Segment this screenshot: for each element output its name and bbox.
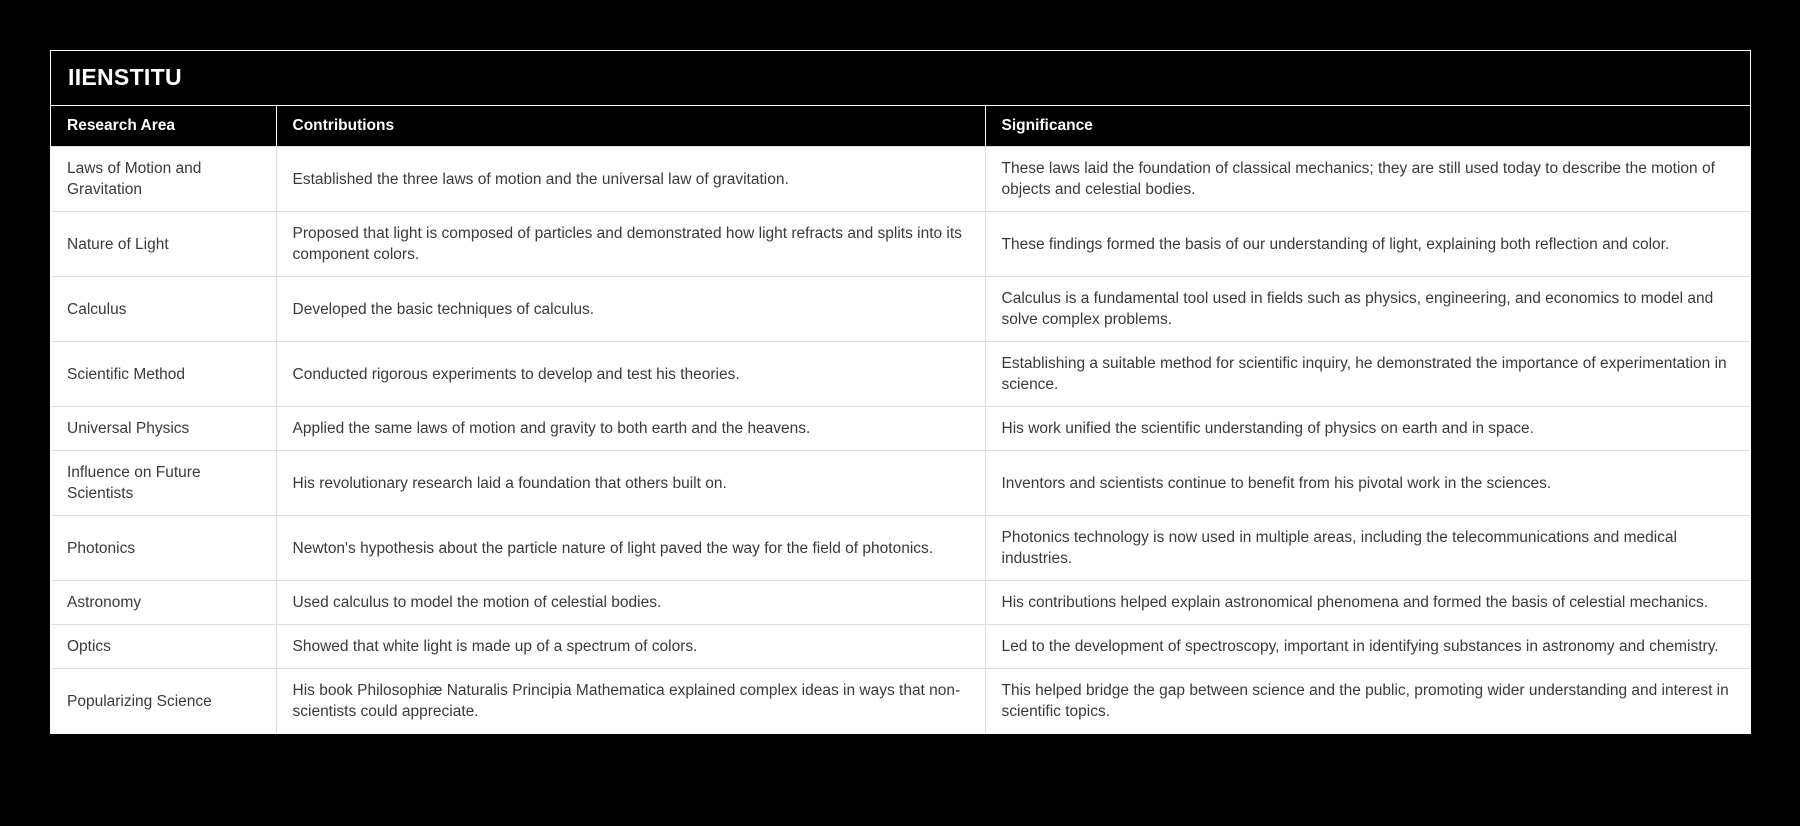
contributions-cell: Conducted rigorous experiments to develop and test his theories. [276, 342, 985, 407]
research-area-cell: Scientific Method [51, 342, 276, 407]
significance-cell: His contributions helped explain astronomical phenomena and formed the basis of celestial mechanics. [985, 581, 1750, 625]
contributions-cell: Proposed that light is composed of particles and demonstrated how light refracts and splits into its component colors. [276, 212, 985, 277]
table-header [51, 106, 1750, 147]
column-header-significance: Significance [985, 106, 1750, 147]
table-body [51, 147, 1750, 734]
table-row [51, 451, 1750, 516]
significance-cell: His work unified the scientific understanding of physics on earth and in space. [985, 407, 1750, 451]
significance-cell: Led to the development of spectroscopy, important in identifying substances in astronomy and chemistry. [985, 625, 1750, 669]
table-row [51, 212, 1750, 277]
contributions-cell: Showed that white light is made up of a spectrum of colors. [276, 625, 985, 669]
table-row [51, 147, 1750, 212]
table-row [51, 407, 1750, 451]
research-area-cell: Photonics [51, 516, 276, 581]
column-header-contributions: Contributions [276, 106, 985, 147]
contributions-cell: Applied the same laws of motion and gravity to both earth and the heavens. [276, 407, 985, 451]
significance-cell: These laws laid the foundation of classical mechanics; they are still used today to describe the motion of objects and celestial bodies. [985, 147, 1750, 212]
contributions-cell: Developed the basic techniques of calculus. [276, 277, 985, 342]
contributions-cell: His revolutionary research laid a foundation that others built on. [276, 451, 985, 516]
research-table [50, 50, 1751, 734]
table-row [51, 277, 1750, 342]
table-row [51, 581, 1750, 625]
research-area-cell: Universal Physics [51, 407, 276, 451]
contributions-cell: Established the three laws of motion and the universal law of gravitation. [276, 147, 985, 212]
research-area-cell: Popularizing Science [51, 669, 276, 734]
significance-cell: Inventors and scientists continue to benefit from his pivotal work in the sciences. [985, 451, 1750, 516]
table-title: IIENSTITU [51, 51, 1750, 106]
research-area-cell: Optics [51, 625, 276, 669]
data-table [51, 106, 1750, 733]
contributions-cell: Newton's hypothesis about the particle nature of light paved the way for the field of photonics. [276, 516, 985, 581]
research-area-cell: Laws of Motion and Gravitation [51, 147, 276, 212]
table-row [51, 625, 1750, 669]
research-area-cell: Influence on Future Scientists [51, 451, 276, 516]
contributions-cell: His book Philosophiæ Naturalis Principia Mathematica explained complex ideas in ways that non-scientists could appreciate. [276, 669, 985, 734]
significance-cell: This helped bridge the gap between science and the public, promoting wider understanding and interest in scientific topics. [985, 669, 1750, 734]
research-area-cell: Nature of Light [51, 212, 276, 277]
significance-cell: Calculus is a fundamental tool used in fields such as physics, engineering, and economics to model and solve complex problems. [985, 277, 1750, 342]
table-row [51, 342, 1750, 407]
significance-cell: These findings formed the basis of our understanding of light, explaining both reflection and color. [985, 212, 1750, 277]
research-area-cell: Calculus [51, 277, 276, 342]
significance-cell: Photonics technology is now used in multiple areas, including the telecommunications and medical industries. [985, 516, 1750, 581]
column-header-research-area: Research Area [51, 106, 276, 147]
header-row [51, 106, 1750, 147]
research-area-cell: Astronomy [51, 581, 276, 625]
significance-cell: Establishing a suitable method for scientific inquiry, he demonstrated the importance of experimentation in science. [985, 342, 1750, 407]
contributions-cell: Used calculus to model the motion of celestial bodies. [276, 581, 985, 625]
table-row [51, 669, 1750, 734]
table-row [51, 516, 1750, 581]
